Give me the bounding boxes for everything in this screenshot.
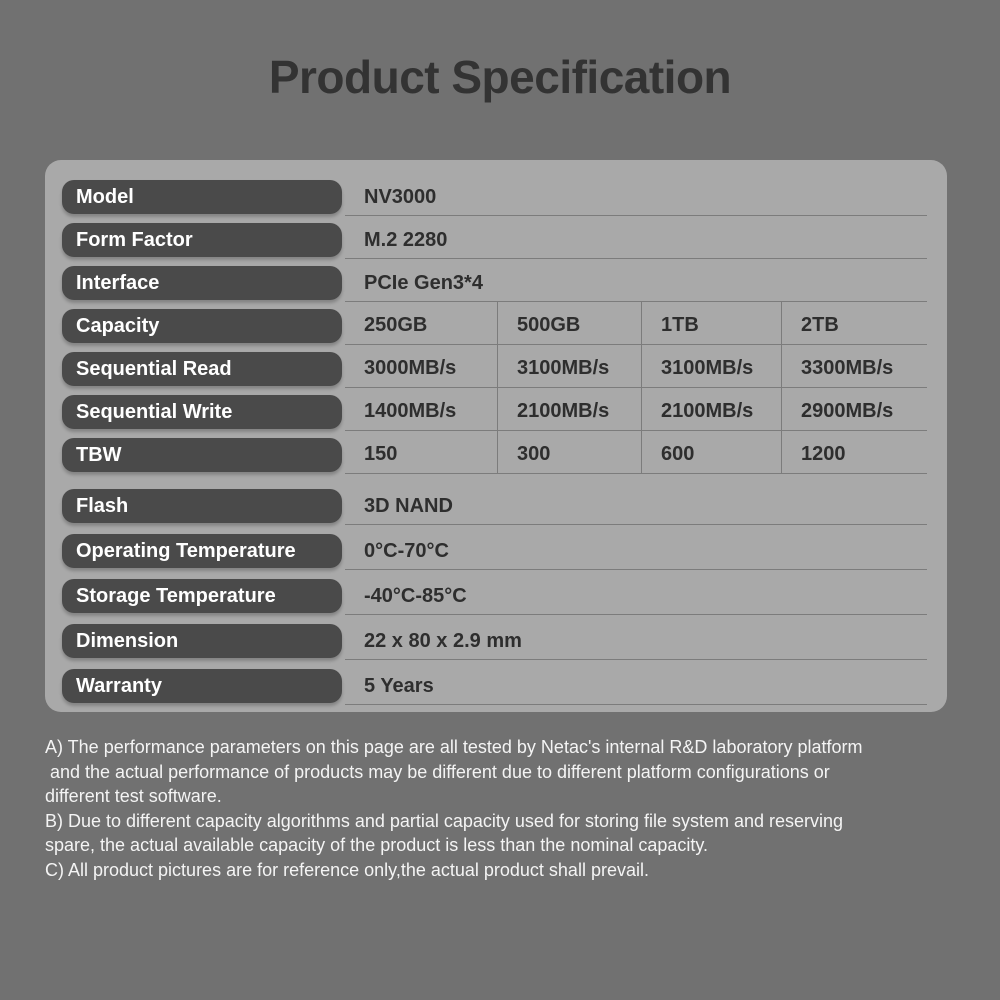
spec-value: 2900MB/s (801, 400, 894, 422)
note-line: different test software. (45, 786, 222, 807)
spec-label-pill: Flash (62, 489, 342, 523)
spec-row-tbw (62, 434, 927, 477)
spec-label-pill: Interface (62, 266, 342, 300)
spec-value: 3000MB/s (345, 345, 498, 387)
spec-value: 2100MB/s (642, 388, 782, 430)
spec-value: 600 (642, 431, 782, 473)
spec-value-grid (345, 388, 927, 431)
note-line: spare, the actual available capacity of the product is less than the nominal capacity. (45, 835, 709, 856)
spec-panel (45, 160, 947, 712)
spec-row-flash (62, 485, 927, 530)
spec-value: M.2 2280 (345, 219, 927, 259)
spec-label-pill: Storage Temperature (62, 579, 342, 613)
spec-value: 1400MB/s (345, 388, 498, 430)
spec-row-form-factor (62, 219, 927, 262)
spec-value-grid (345, 431, 927, 474)
spec-value: 3D NAND (345, 485, 927, 525)
spec-value: 500GB (498, 302, 642, 344)
spec-row-warranty (62, 665, 927, 710)
spec-label-pill: Operating Temperature (62, 534, 342, 568)
spec-value: 3100MB/s (642, 345, 782, 387)
spec-value: PCIe Gen3*4 (345, 262, 927, 302)
spec-value: NV3000 (345, 176, 927, 216)
note-line: C) All product pictures are for reference only,the actual product shall prevail. (45, 859, 649, 880)
spec-value: 22 x 80 x 2.9 mm (345, 620, 927, 660)
spec-label-pill: Model (62, 180, 342, 214)
spec-value-grid (345, 345, 927, 388)
spec-label-pill: Sequential Read (62, 352, 342, 386)
spec-row-dimension (62, 620, 927, 665)
page-title: Product Specification (268, 51, 732, 103)
spec-row-capacity (62, 305, 927, 348)
spec-value: 1TB (642, 302, 782, 344)
spec-row-model (62, 176, 927, 219)
spec-value: 3300MB/s (801, 357, 894, 379)
spec-value: 5 Years (345, 665, 927, 705)
disclaimer-notes (45, 735, 975, 883)
spec-value: 0°C-70°C (345, 530, 927, 570)
spec-row-sequential-write (62, 391, 927, 434)
spec-row-storage-temperature (62, 575, 927, 620)
note-line: and the actual performance of products may be different due to different platform configurations or (45, 761, 830, 782)
spec-row-sequential-read (62, 348, 927, 391)
spec-value: 150 (345, 431, 498, 473)
spec-value: -40°C-85°C (345, 575, 927, 615)
spec-value: 300 (498, 431, 642, 473)
note-line: B) Due to different capacity algorithms and partial capacity used for storing file system and reserving (45, 810, 844, 831)
spec-value: 250GB (345, 302, 498, 344)
spec-label-pill: TBW (62, 438, 342, 472)
spec-value: 3100MB/s (498, 345, 642, 387)
spec-value-grid (345, 302, 927, 345)
spec-value: 2TB (801, 314, 839, 336)
spec-row-operating-temperature (62, 530, 927, 575)
spec-row-interface (62, 262, 927, 305)
spec-label-pill: Sequential Write (62, 395, 342, 429)
spec-label-pill: Warranty (62, 669, 342, 703)
spec-value: 2100MB/s (498, 388, 642, 430)
spec-label-pill: Form Factor (62, 223, 342, 257)
note-line: A) The performance parameters on this page are all tested by Netac's internal R&D laboratory platform (45, 737, 863, 757)
spec-value: 1200 (801, 443, 846, 465)
spec-label-pill: Dimension (62, 624, 342, 658)
spec-label-pill: Capacity (62, 309, 342, 343)
